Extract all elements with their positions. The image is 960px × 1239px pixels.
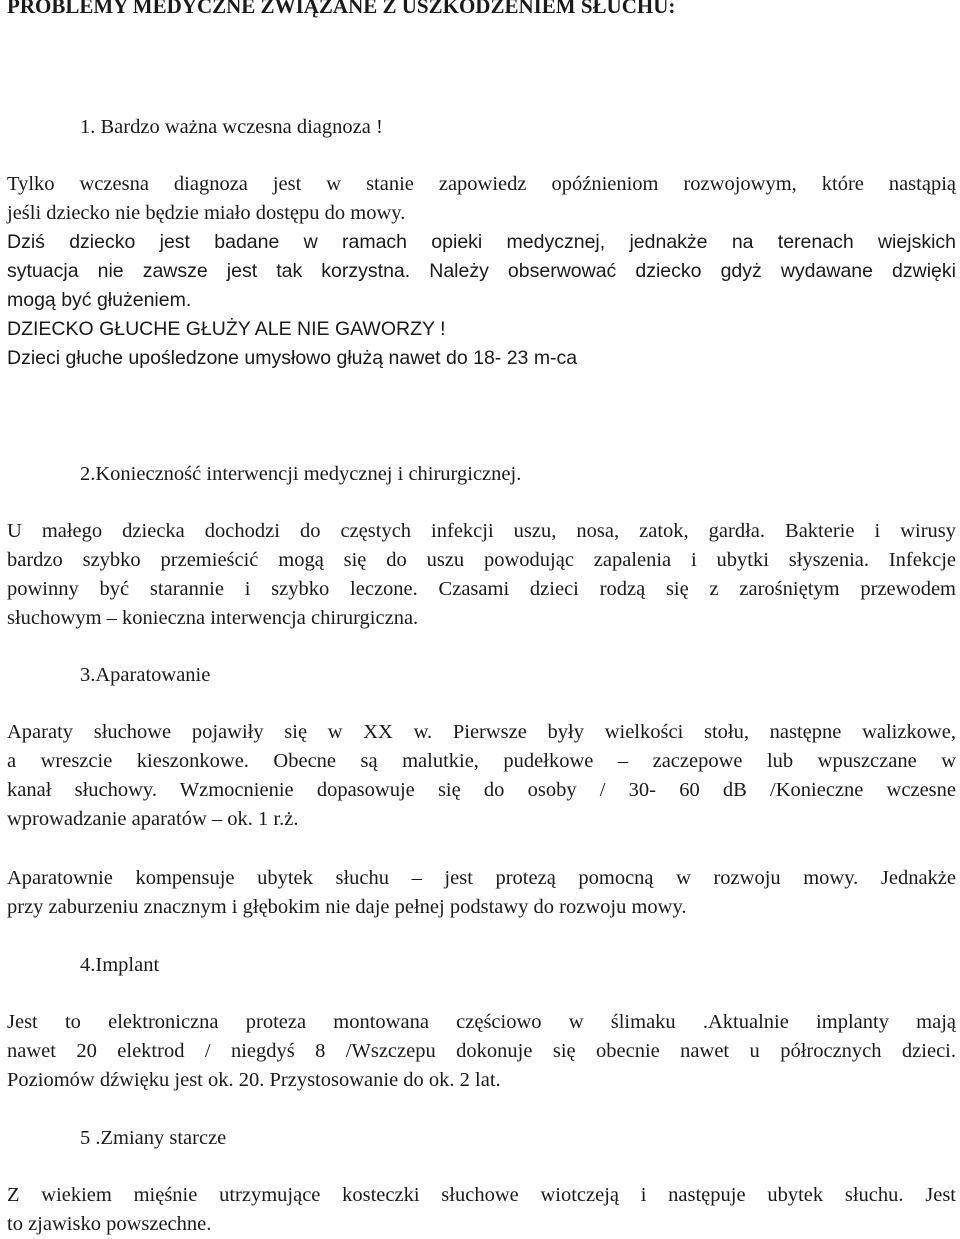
section-5-paragraph xyxy=(7,1181,956,1239)
text-line: Z wiekiem mięśnie utrzymujące kosteczki słuchowe wiotczeją i następuje ubytek słuchu. Jest xyxy=(7,1184,956,1206)
text-line: Aparatownie kompensuje ubytek słuchu – jest protezą pomocną w rozwoju mowy. Jednakże xyxy=(7,867,956,889)
section-5-heading: 5 .Zmiany starcze xyxy=(80,1127,227,1149)
section-1-paragraph-2 xyxy=(7,228,956,373)
text-line: Jest to elektroniczna proteza montowana częściowo w ślimaku .Aktualnie implanty mają xyxy=(7,1011,956,1033)
text-line: sytuacja nie zawsze jest tak korzystna. Należy obserwować dziecko gdyż wydawane dzwięki xyxy=(7,260,956,282)
text-line: U małego dziecka dochodzi do częstych infekcji uszu, nosa, zatok, gardła. Bakterie i wirusy xyxy=(7,520,956,542)
text-line: Dziś dziecko jest badane w ramach opieki medycznej, jednakże na terenach wiejskich xyxy=(7,231,956,253)
text-line: Aparaty słuchowe pojawiły się w XX w. Pierwsze były wielkości stołu, następne walizkowe, xyxy=(7,721,956,743)
text-line: Dzieci głuche upośledzone umysłowo głużą nawet do 18- 23 m-ca xyxy=(7,347,578,369)
text-line: nawet 20 elektrod / niegdyś 8 /Wszczepu dokonuje się obecnie nawet u półrocznych dzieci. xyxy=(7,1040,956,1062)
section-4-heading: 4.Implant xyxy=(80,954,160,976)
text-line: jeśli dziecko nie będzie miało dostępu do mowy. xyxy=(7,202,406,224)
text-line: przy zaburzeniu znacznym i głębokim nie daje pełnej podstawy do rozwoju mowy. xyxy=(7,896,687,918)
section-3-paragraph-1 xyxy=(7,718,956,834)
emphasis-line: DZIECKO GŁUCHE GŁUŻY ALE NIE GAWORZY ! xyxy=(7,318,446,340)
text-line: bardzo szybko przemieścić mogą się do uszu powodując zapalenia i ubytki słyszenia. Infekcje xyxy=(7,549,956,571)
text-line: a wreszcie kieszonkowe. Obecne są malutkie, pudełkowe – zaczepowe lub wpuszczane w xyxy=(7,750,956,772)
section-3-heading: 3.Aparatowanie xyxy=(80,664,211,686)
text-line: to zjawisko powszechne. xyxy=(7,1213,212,1235)
section-1-heading: 1. Bardzo ważna wczesna diagnoza ! xyxy=(80,116,383,138)
section-3-paragraph-2 xyxy=(7,864,956,922)
document-title: PROBLEMY MEDYCZNE ZWIĄZANE Z USZKODZENIEM SŁUCHU: xyxy=(7,0,676,18)
section-2-paragraph xyxy=(7,517,956,633)
text-line: mogą być głużeniem. xyxy=(7,289,192,311)
text-line: Poziomów dźwięku jest ok. 20. Przystosowanie do ok. 2 lat. xyxy=(7,1069,501,1091)
section-4-paragraph xyxy=(7,1008,956,1095)
section-1-paragraph-1 xyxy=(7,170,956,228)
text-line: Tylko wczesna diagnoza jest w stanie zapowiedz opóźnieniom rozwojowym, które nastąpią xyxy=(7,173,956,195)
text-line: powinny być starannie i szybko leczone. Czasami dzieci rodzą się z zarośniętym przewodem xyxy=(7,578,956,600)
section-2-heading: 2.Konieczność interwencji medycznej i chirurgicznej. xyxy=(80,463,522,485)
text-line: kanał słuchowy. Wzmocnienie dopasowuje się do osoby / 30- 60 dB /Konieczne wczesne xyxy=(7,779,956,801)
text-line: wprowadzanie aparatów – ok. 1 r.ż. xyxy=(7,808,299,830)
text-line: słuchowym – konieczna interwencja chirurgiczna. xyxy=(7,607,419,629)
